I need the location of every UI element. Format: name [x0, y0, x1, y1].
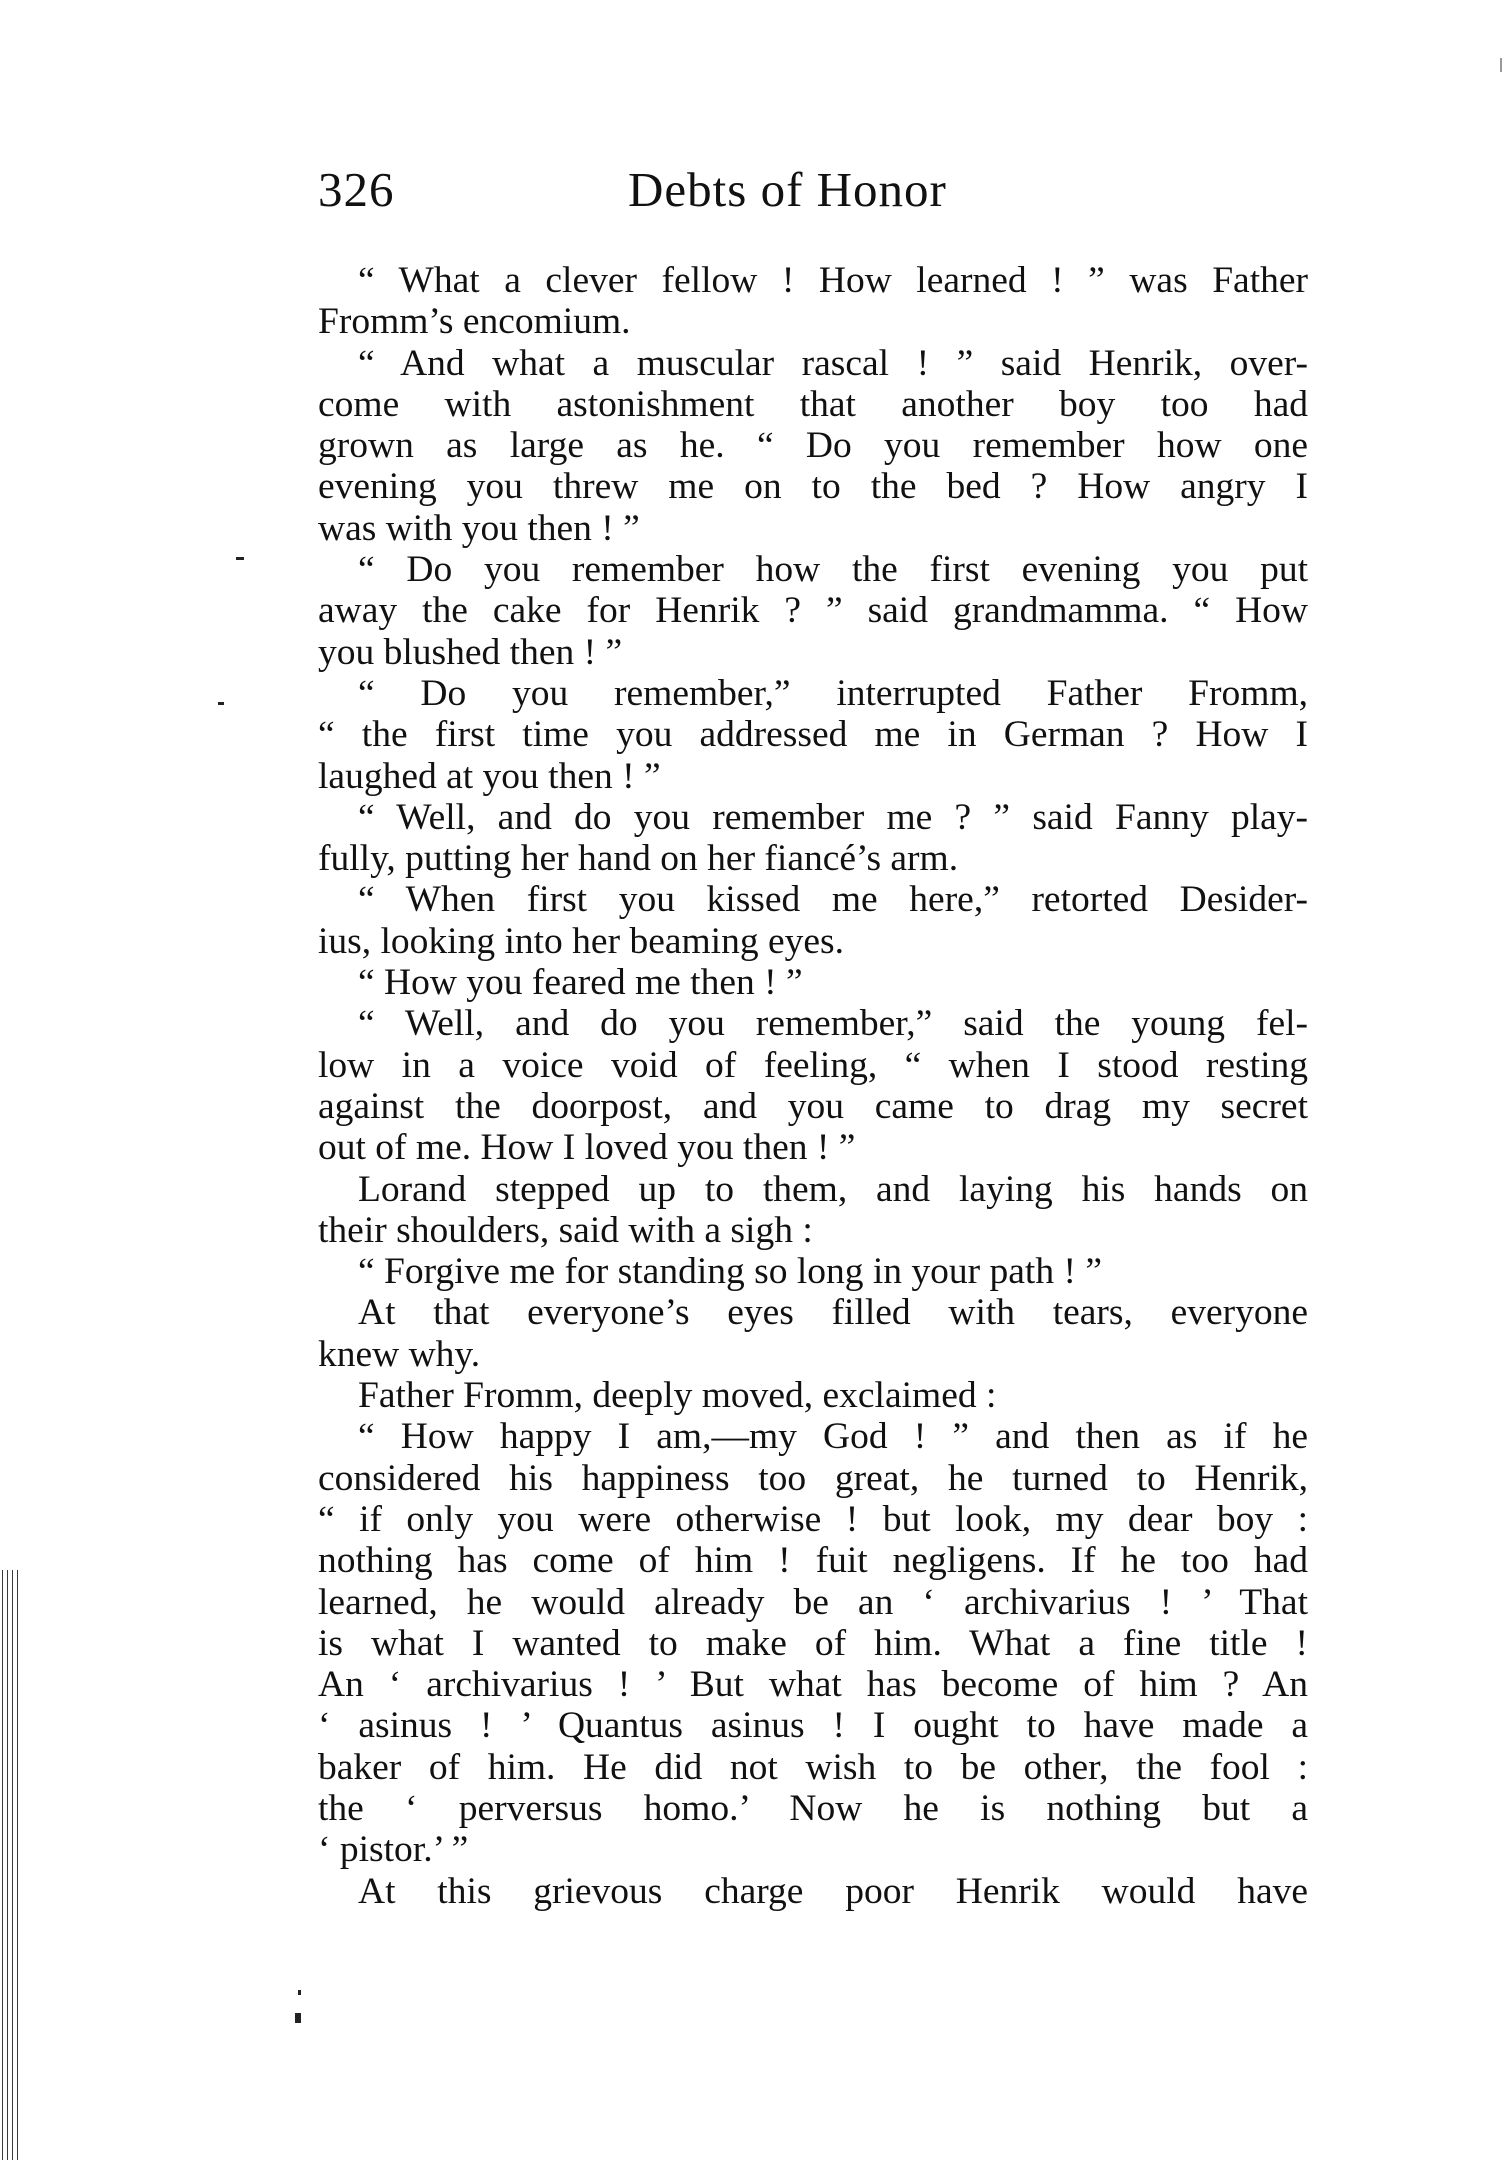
text-line: “ Well, and do you remember me ? ” said Fanny play-	[358, 796, 1308, 838]
text-line: Father Fromm, deeply moved, exclaimed :	[358, 1375, 997, 1417]
text-line: “ What a clever fellow ! How learned ! ” was Father	[358, 260, 1308, 301]
text-line: away the cake for Henrik ? ” said grandmamma. “ How	[318, 590, 1308, 632]
text-line: grown as large as he. “ Do you remember how one	[318, 425, 1308, 467]
text-line: was with you then ! ”	[318, 507, 640, 549]
text-line: out of me. How I loved you then ! ”	[318, 1127, 856, 1169]
text-line: baker of him. He did not wish to be other, the fool :	[318, 1746, 1308, 1788]
text-line: Fromm’s encomium.	[318, 301, 631, 343]
body-text	[318, 260, 1308, 1912]
scan-speck	[236, 557, 244, 560]
page-number: 326	[318, 162, 395, 217]
text-line: the ‘ perversus homo.’ Now he is nothing but a	[318, 1787, 1308, 1829]
text-line: considered his happiness too great, he turned to Henrik,	[318, 1457, 1308, 1499]
text-line: against the doorpost, and you came to drag my secret	[318, 1085, 1308, 1127]
text-line: “ Do you remember,” interrupted Father Fromm,	[358, 672, 1308, 714]
text-line: “ When first you kissed me here,” retorted Desider-	[358, 879, 1308, 921]
text-line: knew why.	[318, 1333, 481, 1375]
text-line: is what I wanted to make of him. What a fine title !	[318, 1622, 1308, 1664]
text-line: “ Well, and do you remember,” said the young fel-	[358, 1003, 1308, 1045]
text-line: At that everyone’s eyes filled with tears, everyone	[358, 1292, 1308, 1334]
text-line: At this grievous charge poor Henrik would have	[358, 1870, 1308, 1912]
text-line: ‘ pistor.’ ”	[318, 1829, 469, 1871]
text-line: learned, he would already be an ‘ archivarius ! ’ That	[318, 1581, 1308, 1623]
text-line: fully, putting her hand on her fiancé’s arm.	[318, 838, 959, 880]
text-line: ius, looking into her beaming eyes.	[318, 920, 844, 962]
scan-speck	[1500, 58, 1502, 72]
scan-speck	[218, 702, 224, 705]
text-line: “ How you feared me then ! ”	[358, 962, 803, 1004]
text-line: evening you threw me on to the bed ? How angry I	[318, 466, 1308, 508]
text-line: nothing has come of him ! fuit negligens. If he too had	[318, 1540, 1308, 1582]
text-line: ‘ asinus ! ’ Quantus asinus ! I ought to have made a	[318, 1705, 1308, 1747]
text-line: “ if only you were otherwise ! but look, my dear boy :	[318, 1498, 1308, 1540]
text-line: you blushed then ! ”	[318, 631, 623, 673]
text-line: “ And what a muscular rascal ! ” said Henrik, over-	[358, 342, 1308, 384]
text-line: laughed at you then ! ”	[318, 755, 661, 797]
text-line: An ‘ archivarius ! ’ But what has become of him ? An	[318, 1664, 1308, 1706]
book-spine-edge	[0, 1570, 22, 2160]
text-line: “ Do you remember how the first evening you put	[358, 549, 1308, 591]
running-title: Debts of Honor	[628, 162, 947, 217]
scan-speck	[298, 1990, 301, 1995]
text-line: “ the first time you addressed me in German ? How I	[318, 714, 1308, 756]
text-line: come with astonishment that another boy too had	[318, 383, 1308, 425]
text-line: “ How happy I am,—my God ! ” and then as if he	[358, 1416, 1308, 1458]
text-line: low in a voice void of feeling, “ when I stood resting	[318, 1044, 1308, 1086]
page-header	[318, 160, 1308, 220]
scan-speck	[295, 2013, 301, 2023]
text-line: their shoulders, said with a sigh :	[318, 1209, 813, 1251]
text-line: “ Forgive me for standing so long in your path ! ”	[358, 1251, 1102, 1293]
text-line: Lorand stepped up to them, and laying his hands on	[358, 1168, 1308, 1210]
